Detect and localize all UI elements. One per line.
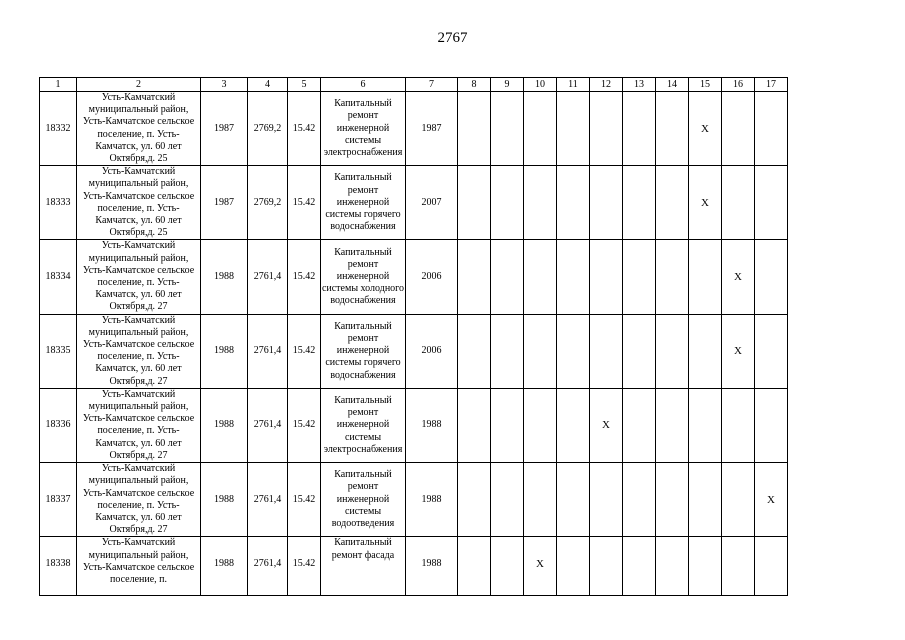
empty-cell [524,92,557,166]
empty-cell [656,166,689,240]
column-header: 13 [623,78,656,92]
empty-cell [755,537,788,596]
year-work-cell: 2007 [406,166,458,240]
page-number: 2767 [437,30,468,46]
empty-cell [557,314,590,388]
empty-cell [491,240,524,314]
x-mark-cell: X [722,240,755,314]
empty-cell [722,537,755,596]
year-work-cell: 1987 [406,92,458,166]
empty-cell [689,537,722,596]
empty-cell [623,166,656,240]
empty-cell [524,314,557,388]
empty-cell [623,240,656,314]
empty-cell [656,537,689,596]
address-cell: Усть-Камчатский муниципальный район, Усть-Камчатское сельское поселение, п. Усть-Камчатск, ул. 60 лет Октября,д. 27 [77,240,201,314]
empty-cell [656,314,689,388]
empty-cell [590,537,623,596]
empty-cell [557,166,590,240]
column-header: 3 [201,78,248,92]
row-id-cell: 18333 [40,166,77,240]
empty-cell [689,314,722,388]
year-built-cell: 1988 [201,537,248,596]
column-header: 10 [524,78,557,92]
empty-cell [491,92,524,166]
x-mark-cell: X [689,166,722,240]
table-row [40,537,788,596]
area-cell: 2761,4 [248,463,288,537]
table-row [40,92,788,166]
column-header: 7 [406,78,458,92]
row-id-cell: 18335 [40,314,77,388]
empty-cell [458,388,491,462]
empty-cell [524,463,557,537]
code-cell: 15.42 [288,92,321,166]
year-built-cell: 1988 [201,314,248,388]
empty-cell [755,92,788,166]
table-row [40,388,788,462]
column-header: 5 [288,78,321,92]
row-id-cell: 18337 [40,463,77,537]
column-header: 9 [491,78,524,92]
area-cell: 2761,4 [248,240,288,314]
empty-cell [722,92,755,166]
work-type-cell: Капитальный ремонт инженерной системы горячего водоснабжения [321,314,406,388]
work-type-cell: Капитальный ремонт инженерной системы горячего водоснабжения [321,166,406,240]
code-cell: 15.42 [288,463,321,537]
empty-cell [755,166,788,240]
empty-cell [656,240,689,314]
address-cell: Усть-Камчатский муниципальный район, Усть-Камчатское сельское поселение, п. Усть-Камчатск, ул. 60 лет Октября,д. 25 [77,92,201,166]
code-cell: 15.42 [288,240,321,314]
header-row [40,78,788,92]
address-cell: Усть-Камчатский муниципальный район, Усть-Камчатское сельское поселение, п. Усть-Камчатск, ул. 60 лет Октября,д. 27 [77,388,201,462]
year-work-cell: 1988 [406,537,458,596]
x-mark-cell: X [689,92,722,166]
empty-cell [590,92,623,166]
column-header: 16 [722,78,755,92]
year-work-cell: 2006 [406,240,458,314]
empty-cell [491,537,524,596]
x-mark-cell: X [590,388,623,462]
row-id-cell: 18336 [40,388,77,462]
empty-cell [755,388,788,462]
empty-cell [491,314,524,388]
column-header: 14 [656,78,689,92]
empty-cell [557,537,590,596]
work-type-cell: Капитальный ремонт инженерной системы электроснабжения [321,92,406,166]
empty-cell [557,463,590,537]
area-cell: 2769,2 [248,92,288,166]
year-built-cell: 1988 [201,463,248,537]
empty-cell [623,92,656,166]
empty-cell [458,92,491,166]
empty-cell [623,314,656,388]
empty-cell [524,240,557,314]
table-row [40,314,788,388]
empty-cell [656,388,689,462]
area-cell: 2761,4 [248,388,288,462]
work-type-cell: Капитальный ремонт инженерной системы холодного водоснабжения [321,240,406,314]
row-id-cell: 18332 [40,92,77,166]
row-id-cell: 18338 [40,537,77,596]
work-type-cell: Капитальный ремонт фасада [321,537,406,596]
empty-cell [623,463,656,537]
work-type-cell: Капитальный ремонт инженерной системы электроснабжения [321,388,406,462]
area-cell: 2761,4 [248,314,288,388]
empty-cell [590,240,623,314]
empty-cell [689,388,722,462]
empty-cell [623,388,656,462]
address-cell: Усть-Камчатский муниципальный район, Усть-Камчатское сельское поселение, п. [77,537,201,596]
empty-cell [689,240,722,314]
empty-cell [491,463,524,537]
empty-cell [722,166,755,240]
empty-cell [755,314,788,388]
column-header: 15 [689,78,722,92]
empty-cell [557,388,590,462]
code-cell: 15.42 [288,166,321,240]
year-work-cell: 1988 [406,463,458,537]
empty-cell [557,240,590,314]
column-header: 2 [77,78,201,92]
empty-cell [491,388,524,462]
year-work-cell: 1988 [406,388,458,462]
empty-cell [590,463,623,537]
x-mark-cell: X [524,537,557,596]
empty-cell [491,166,524,240]
empty-cell [755,240,788,314]
empty-cell [458,240,491,314]
address-cell: Усть-Камчатский муниципальный район, Усть-Камчатское сельское поселение, п. Усть-Камчатск, ул. 60 лет Октября,д. 27 [77,314,201,388]
empty-cell [557,92,590,166]
year-built-cell: 1987 [201,92,248,166]
empty-cell [722,463,755,537]
code-cell: 15.42 [288,388,321,462]
empty-cell [623,537,656,596]
empty-cell [458,463,491,537]
column-header: 4 [248,78,288,92]
empty-cell [524,166,557,240]
year-built-cell: 1987 [201,166,248,240]
area-cell: 2769,2 [248,166,288,240]
code-cell: 15.42 [288,314,321,388]
column-header: 6 [321,78,406,92]
x-mark-cell: X [755,463,788,537]
empty-cell [590,314,623,388]
empty-cell [524,388,557,462]
column-header: 11 [557,78,590,92]
table-row [40,240,788,314]
area-cell: 2761,4 [248,537,288,596]
column-header: 8 [458,78,491,92]
empty-cell [458,314,491,388]
empty-cell [590,166,623,240]
x-mark-cell: X [722,314,755,388]
row-id-cell: 18334 [40,240,77,314]
empty-cell [689,463,722,537]
empty-cell [722,388,755,462]
year-built-cell: 1988 [201,388,248,462]
data-table [39,77,788,596]
column-header: 12 [590,78,623,92]
table-row [40,166,788,240]
year-built-cell: 1988 [201,240,248,314]
table-row [40,463,788,537]
empty-cell [656,463,689,537]
column-header: 1 [40,78,77,92]
year-work-cell: 2006 [406,314,458,388]
empty-cell [458,166,491,240]
address-cell: Усть-Камчатский муниципальный район, Усть-Камчатское сельское поселение, п. Усть-Камчатск, ул. 60 лет Октября,д. 25 [77,166,201,240]
column-header: 17 [755,78,788,92]
address-cell: Усть-Камчатский муниципальный район, Усть-Камчатское сельское поселение, п. Усть-Камчатск, ул. 60 лет Октября,д. 27 [77,463,201,537]
empty-cell [656,92,689,166]
work-type-cell: Капитальный ремонт инженерной системы водоотведения [321,463,406,537]
empty-cell [458,537,491,596]
code-cell: 15.42 [288,537,321,596]
